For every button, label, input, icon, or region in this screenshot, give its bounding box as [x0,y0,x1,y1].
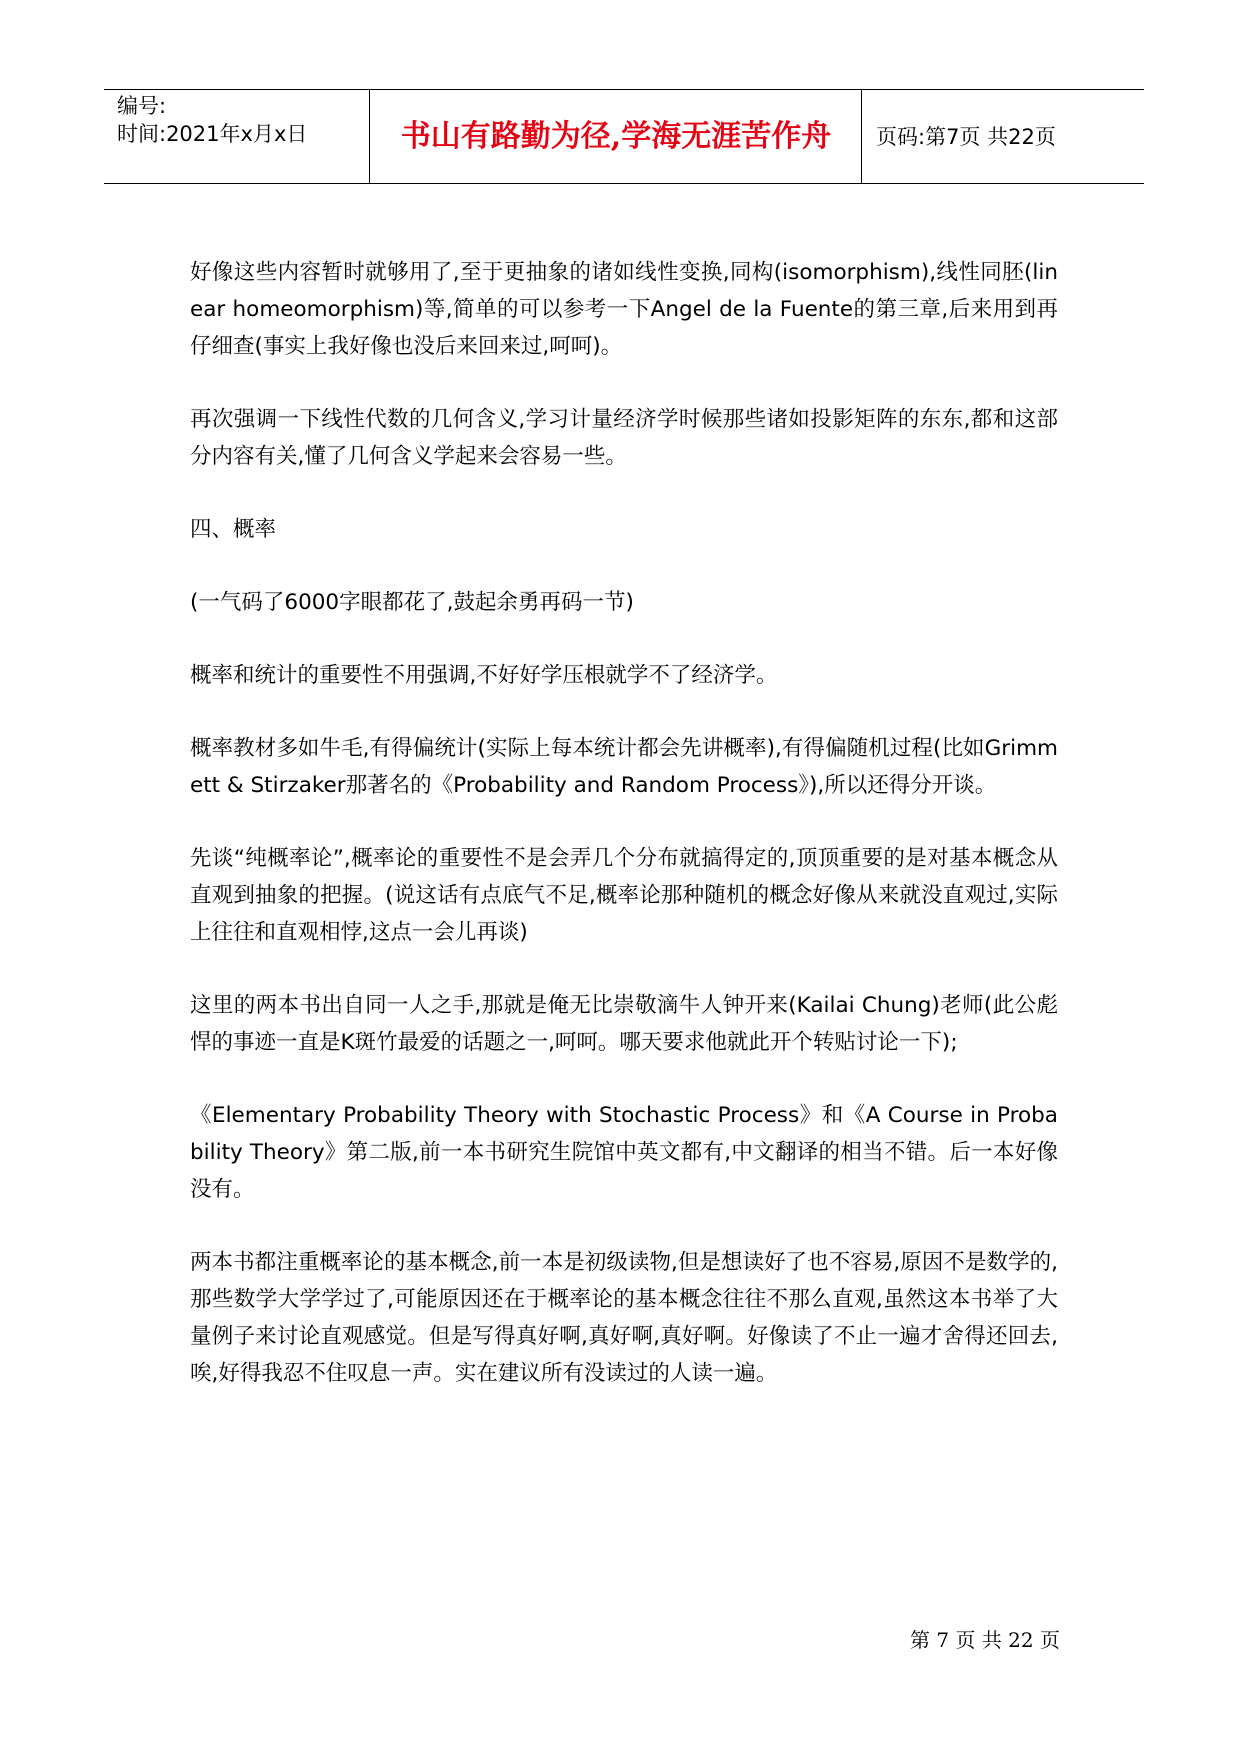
paragraph-linear-algebra-refs: 好像这些内容暂时就够用了,至于更抽象的诸如线性变换,同构(isomorphism),线性同胚(linear homeomorphism)等,简单的可以参考一下Angel de la Fuente的第三章,后来用到再仔细查(事实上我好像也没后来回来过,呵呵)。 [190,260,1058,359]
document-body [190,254,1058,1428]
paragraph-aside: (一气码了6000字眼都花了,鼓起余勇再码一节) [190,590,634,615]
paragraph-book-titles: 《Elementary Probability Theory with Stochastic Process》和《A Course in Probability Theory》第二版,前一本书研究生院馆中英文都有,中文翻译的相当不错。后一本好像没有。 [190,1103,1058,1202]
header-page-info: 页码:第7页 共22页 [876,125,1056,149]
header-motto: 书山有路勤为径,学海无涯苦作舟 [400,119,832,154]
paragraph-kailai-chung: 这里的两本书出自同一人之手,那就是俺无比崇敬滴牛人钟开来(Kailai Chung)老师(此公彪悍的事迹一直是K斑竹最爱的话题之一,呵呵。哪天要求他就此开个转贴讨论一下); [190,993,1058,1055]
time-label: 时间:2021年x月x日 [117,122,308,146]
serial-number-label: 编号: [117,94,167,118]
paragraph-book-review: 两本书都注重概率论的基本概念,前一本是初级读物,但是想读好了也不容易,原因不是数学的,那些数学大学学过了,可能原因还在于概率论的基本概念往往不那么直观,虽然这本书举了大量例子来讨论直观感觉。但是写得真好啊,真好啊,真好啊。好像读了不止一遍才舍得还回去,唉,好得我忍不住叹息一声。实在建议所有没读过的人读一遍。 [190,1250,1058,1386]
paragraph-pure-probability: 先谈“纯概率论”,概率论的重要性不是会弄几个分布就搞得定的,顶顶重要的是对基本概念从直观到抽象的把握。(说这话有点底气不足,概率论那种随机的概念好像从来就没直观过,实际上往往和直观相悖,这点一会儿再谈) [190,846,1058,945]
header-meta [117,92,362,148]
paragraph-textbooks: 概率教材多如牛毛,有得偏统计(实际上每本统计都会先讲概率),有得偏随机过程(比如Grimmett & Stirzaker那著名的《Probability and Random Process》),所以还得分开谈。 [190,736,1058,798]
section-heading-probability: 四、概率 [190,517,277,542]
paragraph-importance: 概率和统计的重要性不用强调,不好好学压根就学不了经济学。 [190,663,778,688]
paragraph-geometry-emphasis: 再次强调一下线性代数的几何含义,学习计量经济学时候那些诸如投影矩阵的东东,都和这部分内容有关,懂了几何含义学起来会容易一些。 [190,407,1058,469]
page-footer: 第 7 页 共 22 页 [910,1628,1060,1652]
header-divider-left [369,90,370,183]
document-header [104,89,1144,184]
header-divider-right [861,90,862,183]
